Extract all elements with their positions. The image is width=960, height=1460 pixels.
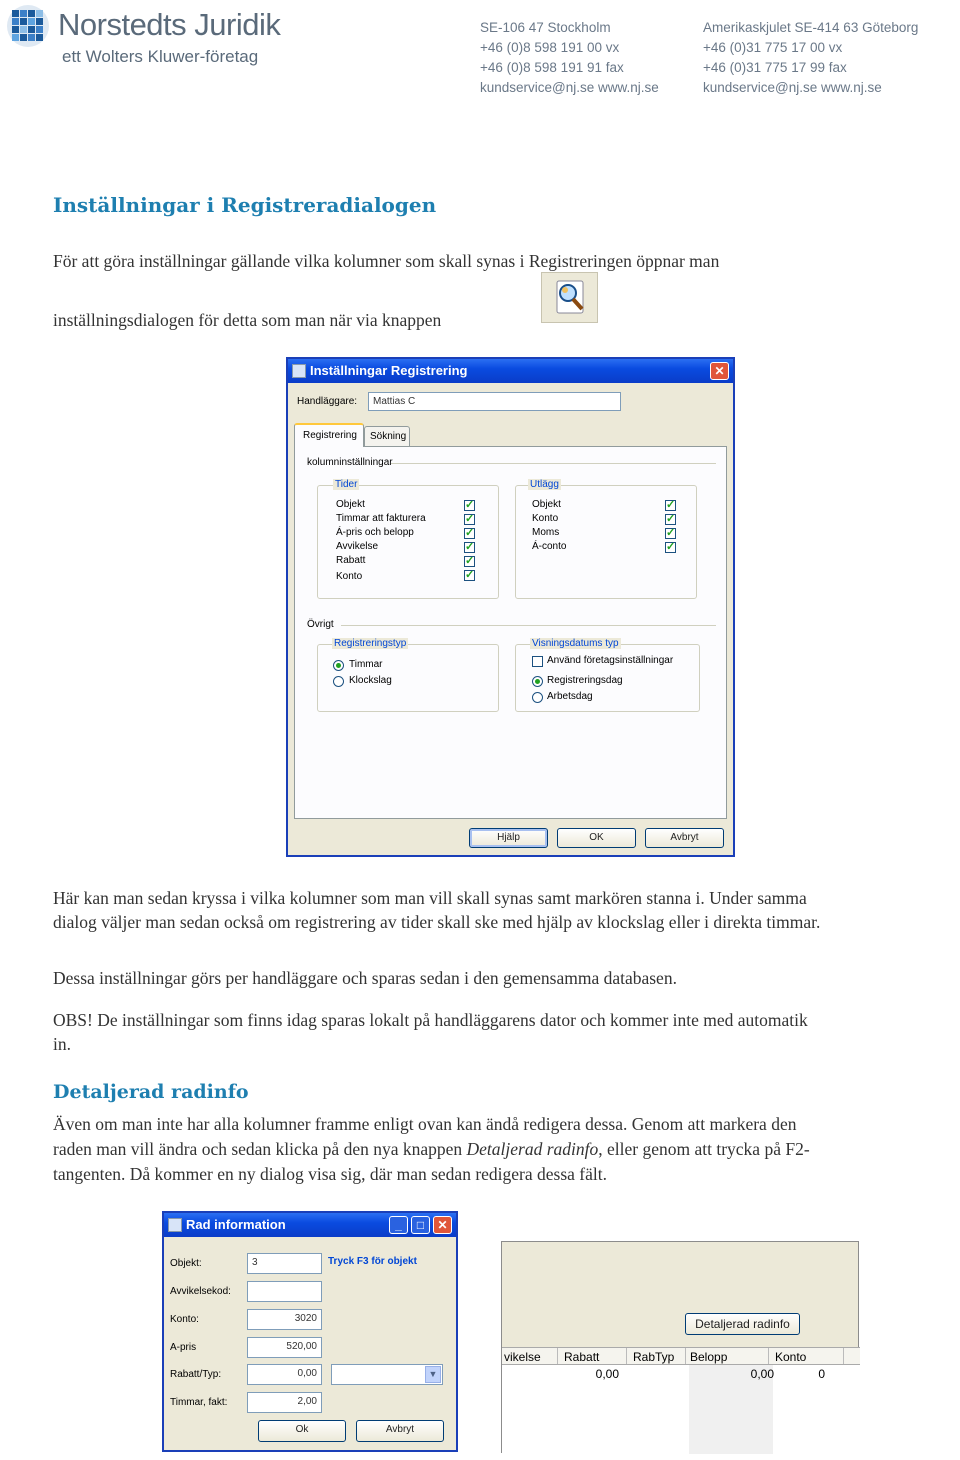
apris-input[interactable]: 520,00 bbox=[247, 1337, 322, 1358]
intro-line-1: För att göra inställningar gällande vilka kolumner som skall synas i Registreringen öppnar man bbox=[53, 251, 720, 271]
field-label: Objekt: bbox=[170, 1258, 202, 1269]
brand-subtitle: ett Wolters Kluwer-företag bbox=[62, 47, 259, 66]
checkbox-tider-objekt[interactable] bbox=[464, 500, 475, 511]
radio-klockslag[interactable] bbox=[333, 676, 344, 687]
text-span: , eller genom att trycka på F2- bbox=[598, 1139, 810, 1159]
column-header[interactable]: Belopp bbox=[690, 1350, 728, 1364]
ok-button[interactable]: Ok bbox=[258, 1420, 346, 1442]
radinfo-line-3: tangenten. Då kommer en ny dialog visa sig, där man sedan redigera dessa fält. bbox=[53, 1164, 607, 1184]
divider bbox=[341, 625, 716, 626]
magnifier-settings-icon bbox=[542, 273, 599, 324]
tider-item-label: Avvikelse bbox=[336, 541, 379, 552]
utlagg-label: Utlägg bbox=[530, 479, 559, 490]
field-label: Avvikelsekod: bbox=[170, 1286, 231, 1297]
group-utlagg bbox=[515, 479, 697, 599]
utlagg-item-label: Objekt bbox=[532, 499, 561, 510]
help-button[interactable]: Hjälp bbox=[469, 828, 548, 848]
column-divider bbox=[768, 1348, 769, 1364]
avvikelsekod-input[interactable] bbox=[247, 1281, 322, 1302]
field-label: Rabatt/Typ: bbox=[170, 1369, 222, 1380]
radio-klockslag-label: Klockslag bbox=[349, 675, 392, 686]
checkbox-utlagg-konto[interactable] bbox=[665, 514, 676, 525]
field-label: Timmar, fakt: bbox=[170, 1397, 228, 1408]
column-header[interactable]: vikelse bbox=[504, 1350, 541, 1364]
checkbox-tider-konto[interactable] bbox=[464, 570, 475, 581]
dialog-titlebar bbox=[164, 1213, 456, 1237]
grid-body bbox=[502, 1365, 860, 1454]
detaljerad-radinfo-button[interactable]: Detaljerad radinfo bbox=[685, 1313, 800, 1335]
window-icon bbox=[168, 1218, 182, 1232]
grid-cell[interactable]: 0,00 bbox=[750, 1367, 774, 1381]
cancel-button[interactable]: Avbryt bbox=[645, 828, 724, 848]
radinfo-line-1: Även om man inte har alla kolumner framme enligt ovan kan ändå redigera dessa. Genom att markera den bbox=[53, 1114, 797, 1134]
divider bbox=[391, 463, 716, 464]
group-registreringstyp bbox=[317, 638, 499, 712]
dialog-rad-information bbox=[162, 1211, 458, 1452]
minimize-button[interactable]: _ bbox=[389, 1216, 408, 1234]
radinfo-line-2 bbox=[53, 1137, 960, 1162]
grid-cell[interactable]: 0,00 bbox=[595, 1367, 619, 1381]
checkbox-foretagsinstallningar-label: Använd företagsinställningar bbox=[547, 655, 674, 666]
checkbox-utlagg-aconto[interactable] bbox=[665, 542, 676, 553]
objekt-hint: Tryck F3 för objekt bbox=[328, 1256, 417, 1267]
checkbox-utlagg-moms[interactable] bbox=[665, 528, 676, 539]
registreringstyp-label: Registreringstyp bbox=[334, 638, 407, 649]
address-line: kundservice@nj.se www.nj.se bbox=[480, 80, 659, 95]
group-visningsdatum bbox=[515, 638, 700, 712]
handlaggare-label: Handläggare: bbox=[297, 396, 358, 407]
tab-registrering[interactable]: Registrering bbox=[294, 423, 364, 447]
column-header[interactable]: Rabatt bbox=[564, 1350, 600, 1364]
rabatt-input[interactable]: 0,00 bbox=[247, 1364, 322, 1385]
visningsdatum-label: Visningsdatums typ bbox=[532, 638, 619, 649]
address-line: +46 (0)8 598 191 00 vx bbox=[480, 40, 620, 55]
radio-arbetsdag[interactable] bbox=[532, 692, 543, 703]
paragraph-3-line-2: in. bbox=[53, 1034, 71, 1054]
address-line: +46 (0)31 775 17 99 fax bbox=[703, 60, 847, 75]
brand-name: Norstedts Juridik bbox=[58, 7, 281, 42]
paragraph-1-line-2: dialog väljer man sedan också om registrering av tider skall ske med hjälp av klockslag eller i direkta timmar. bbox=[53, 912, 821, 932]
cancel-button[interactable]: Avbryt bbox=[356, 1420, 444, 1442]
tider-label: Tider bbox=[335, 479, 358, 490]
norstedts-logo bbox=[6, 4, 50, 48]
checkbox-utlagg-objekt[interactable] bbox=[665, 500, 676, 511]
grid-cell[interactable]: 0 bbox=[818, 1367, 825, 1381]
address-line: +46 (0)8 598 191 91 fax bbox=[480, 60, 624, 75]
dialog-title: Rad information bbox=[186, 1217, 286, 1232]
field-label: A-pris bbox=[170, 1342, 197, 1353]
emphasis-radinfo: Detaljerad radinfo bbox=[466, 1139, 599, 1159]
text-span: raden man vill ändra och sedan klicka på den nya knappen bbox=[53, 1139, 467, 1159]
close-button[interactable]: ✕ bbox=[433, 1216, 452, 1234]
radio-registreringsdag[interactable] bbox=[532, 676, 543, 687]
intro-line-2: inställningsdialogen för detta som man när via knappen bbox=[53, 310, 442, 330]
dialog-installningar-registrering bbox=[286, 357, 735, 857]
radio-registreringsdag-label: Registreringsdag bbox=[547, 675, 623, 686]
dialog-title: Inställningar Registrering bbox=[310, 363, 468, 378]
radio-arbetsdag-label: Arbetsdag bbox=[547, 691, 593, 702]
timmar-input[interactable]: 2,00 bbox=[247, 1392, 322, 1413]
radio-timmar[interactable] bbox=[333, 660, 344, 671]
registrering-grid-panel bbox=[501, 1241, 859, 1453]
rabatt-typ-select[interactable] bbox=[331, 1364, 443, 1385]
objekt-input[interactable]: 3 bbox=[247, 1253, 322, 1274]
close-button[interactable]: ✕ bbox=[710, 362, 729, 380]
column-header[interactable]: RabTyp bbox=[633, 1350, 675, 1364]
column-divider bbox=[685, 1348, 686, 1364]
utlagg-item-label: Konto bbox=[532, 513, 559, 524]
dialog-titlebar bbox=[288, 359, 733, 383]
utlagg-item-label: Á-conto bbox=[532, 541, 567, 552]
group-tider bbox=[317, 479, 499, 599]
ovrigt-label: Övrigt bbox=[307, 619, 334, 630]
checkbox-tider-rabatt[interactable] bbox=[464, 556, 475, 567]
checkbox-tider-apris[interactable] bbox=[464, 528, 475, 539]
address-line: SE-106 47 Stockholm bbox=[480, 20, 611, 35]
paragraph-3-line-1: OBS! De inställningar som finns idag sparas lokalt på handläggarens dator och kommer inte med automatik bbox=[53, 1010, 808, 1030]
address-goteborg bbox=[703, 18, 918, 98]
maximize-button[interactable]: □ bbox=[411, 1216, 430, 1234]
section-heading-installningar: Inställningar i Registreradialogen bbox=[53, 193, 437, 217]
address-line: kundservice@nj.se www.nj.se bbox=[703, 80, 882, 95]
column-divider bbox=[626, 1348, 627, 1364]
tab-sokning[interactable]: Sökning bbox=[364, 426, 410, 447]
tab-panel bbox=[294, 446, 727, 819]
ok-button[interactable]: OK bbox=[557, 828, 636, 848]
checkbox-foretagsinstallningar[interactable] bbox=[532, 656, 543, 667]
window-icon bbox=[292, 364, 306, 378]
column-header[interactable]: Konto bbox=[775, 1350, 807, 1364]
column-divider bbox=[843, 1348, 844, 1364]
checkbox-tider-avvikelse[interactable] bbox=[464, 542, 475, 553]
section-heading-radinfo: Detaljerad radinfo bbox=[53, 1081, 249, 1103]
paragraph-1-line-1: Här kan man sedan kryssa i vilka kolumner som man vill skall synas samt markören stanna i. Under samma bbox=[53, 888, 807, 908]
handlaggare-input[interactable]: Mattias C bbox=[368, 392, 621, 411]
address-stockholm bbox=[480, 18, 659, 98]
chevron-down-icon[interactable]: ▼ bbox=[425, 1366, 441, 1383]
checkbox-tider-timmar[interactable] bbox=[464, 514, 475, 525]
utlagg-item-label: Moms bbox=[532, 527, 560, 538]
paragraph-2: Dessa inställningar görs per handläggare och sparas sedan i den gemensamma databasen. bbox=[53, 968, 677, 988]
radio-timmar-label: Timmar bbox=[349, 659, 383, 670]
settings-toolbar-button[interactable] bbox=[541, 272, 598, 323]
grid-header bbox=[502, 1347, 860, 1365]
field-label: Konto: bbox=[170, 1314, 199, 1325]
tider-item-label: Á-pris och belopp bbox=[336, 527, 414, 538]
tider-item-label: Timmar att fakturera bbox=[336, 513, 426, 524]
tider-item-label: Konto bbox=[336, 571, 363, 582]
column-divider bbox=[557, 1348, 558, 1364]
address-line: +46 (0)31 775 17 00 vx bbox=[703, 40, 843, 55]
address-line: Amerikaskjulet SE-414 63 Göteborg bbox=[703, 20, 919, 35]
konto-input[interactable]: 3020 bbox=[247, 1309, 322, 1330]
tider-item-label: Objekt bbox=[336, 499, 365, 510]
kolumn-label: kolumninställningar bbox=[307, 457, 393, 468]
tider-item-label: Rabatt bbox=[336, 555, 366, 566]
